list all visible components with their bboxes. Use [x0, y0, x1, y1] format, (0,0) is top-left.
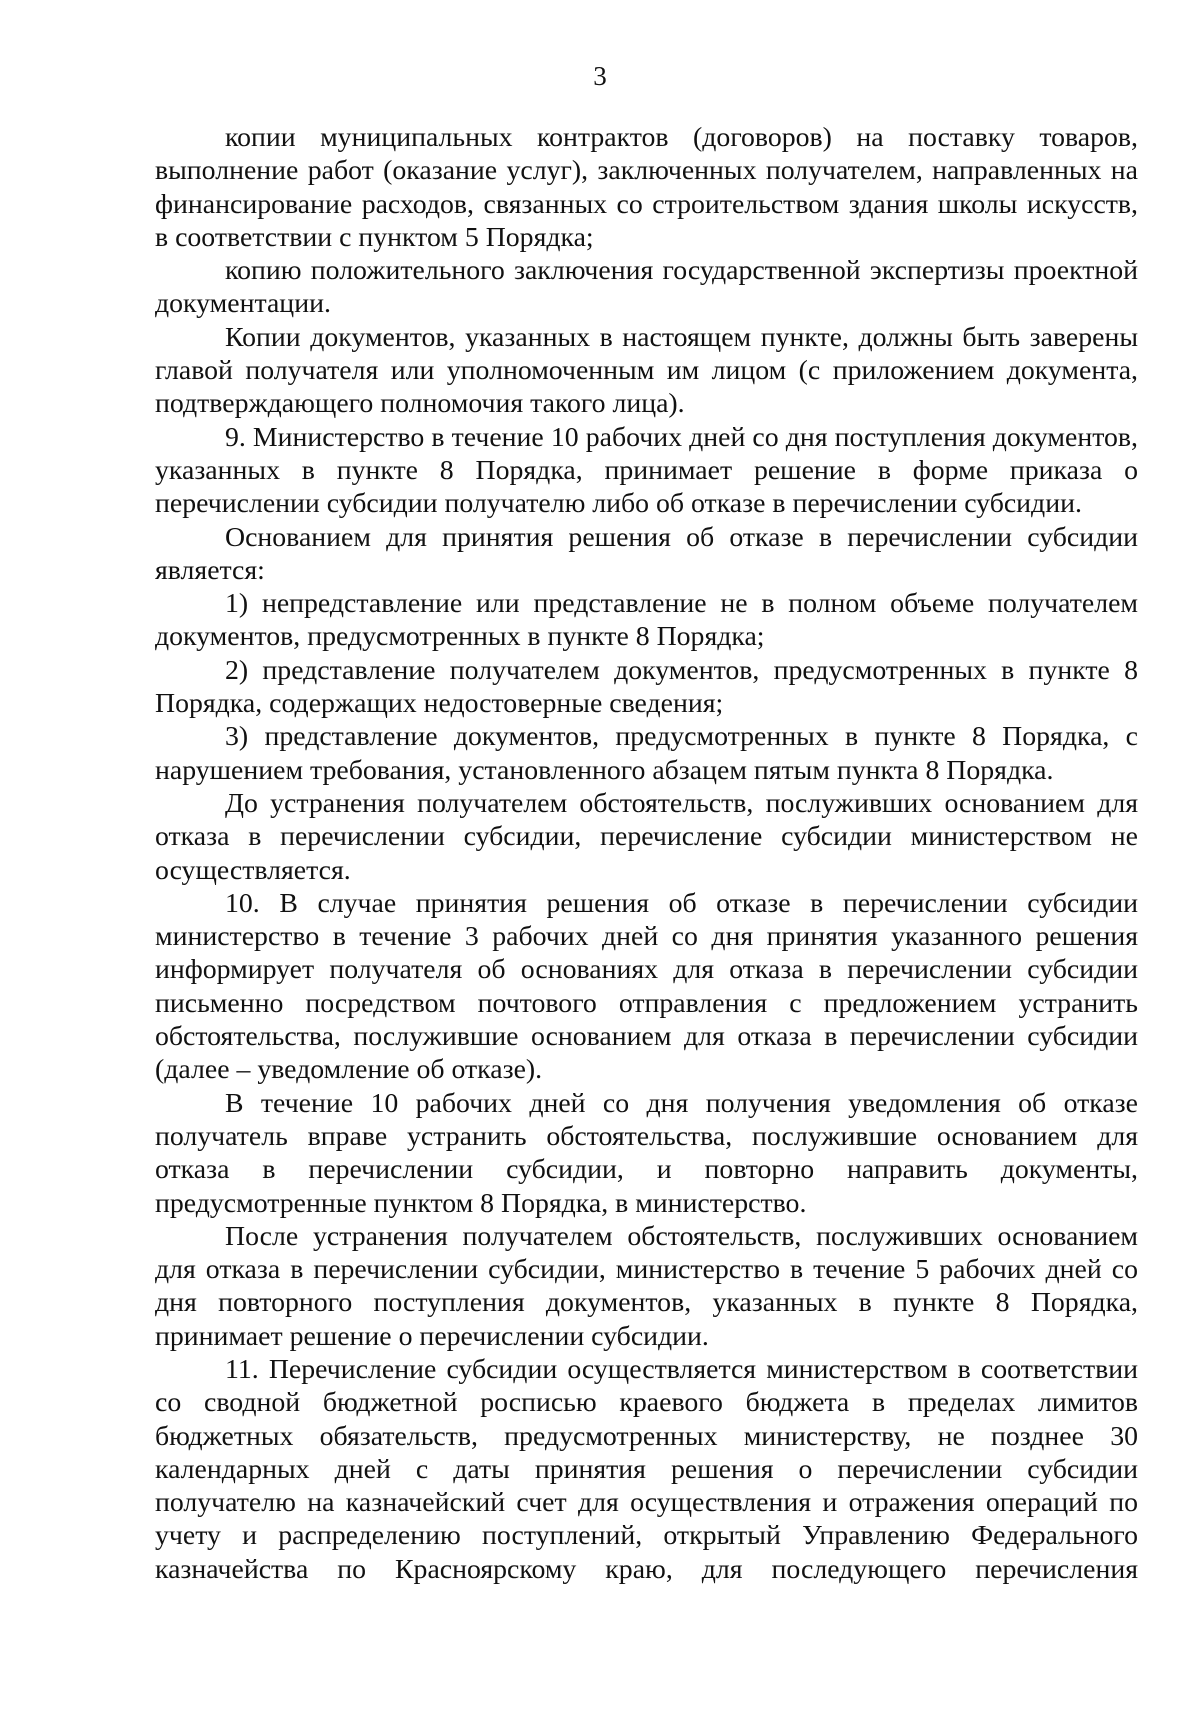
paragraph-ground-3: 3) представление документов, предусмотренных в пункте 8 Порядка, с нарушением требования, установленного абзацем пятым пункта 8 Порядка. [155, 721, 1138, 786]
paragraph-until-elimination: До устранения получателем обстоятельств, послуживших основанием для отказа в перечислении субсидии, перечисление субсидии министерством не осуществляется. [155, 787, 1138, 886]
paragraph-item-10: 10. В случае принятия решения об отказе в перечислении субсидии министерство в течение 3 рабочих дней со дня принятия указанного решения информирует получателя об основаниях для отказа в перечислении субсидии письменно посредством почтового отправления с предложением устранить обстоятельства, послужившие основанием для отказа в перечислении субсидии (далее – уведомление об отказе). [155, 887, 1138, 1086]
paragraph-ground-2: 2) представление получателем документов, предусмотренных в пункте 8 Порядка, содержащих недостоверные сведения; [155, 654, 1138, 720]
paragraph-after-elimination: После устранения получателем обстоятельств, послуживших основанием для отказа в перечислении субсидии, министерство в течение 5 рабочих дней со дня повторного поступления документов, указанных в пункте 8 Порядка, принимает решение о перечислении субсидии. [155, 1220, 1138, 1352]
paragraph-refusal-grounds: Основанием для принятия решения об отказе в перечислении субсидии является: [155, 521, 1138, 586]
paragraph-expertise-conclusion: копию положительного заключения государственной экспертизы проектной документации. [155, 255, 1138, 320]
page-number: 3 [593, 61, 607, 91]
paragraph-item-11: 11. Перечисление субсидии осуществляется министерством в соответствии со сводной бюджетной росписью краевого бюджета в пределах лимитов бюджетных обязательств, предусмотренных министерству, не позднее 30 календарных дней с даты принятия решения о перечислении субсидии получателю на казначейский счет для осуществления и отражения операций по учету и распределению поступлений, открытый Управлению Федерального казначейства по Красноярскому краю, для последующего перечисления [155, 1353, 1138, 1585]
document-body [155, 121, 1138, 1586]
paragraph-contract-copies: копии муниципальных контрактов (договоров) на поставку товаров, выполнение работ (оказание услуг), заключенных получателем, направленных на финансирование расходов, связанных со строительством здания школы искусств, в соответствии с пунктом 5 Порядка; [155, 122, 1138, 253]
paragraph-ground-1: 1) непредставление или представление не в полном объеме получателем документов, предусмотренных в пункте 8 Порядка; [155, 588, 1138, 653]
paragraph-within-10-days: В течение 10 рабочих дней со дня получения уведомления об отказе получатель вправе устранить обстоятельства, послужившие основанием для отказа в перечислении субсидии, и повторно направить документы, предусмотренные пунктом 8 Порядка, в министерство. [155, 1087, 1138, 1219]
paragraph-certification: Копии документов, указанных в настоящем пункте, должны быть заверены главой получателя или уполномоченным им лицом (с приложением документа, подтверждающего полномочия такого лица). [155, 321, 1138, 420]
paragraph-item-9: 9. Министерство в течение 10 рабочих дней со дня поступления документов, указанных в пункте 8 Порядка, принимает решение в форме приказа о перечислении субсидии получателю либо об отказе в перечислении субсидии. [155, 421, 1138, 520]
